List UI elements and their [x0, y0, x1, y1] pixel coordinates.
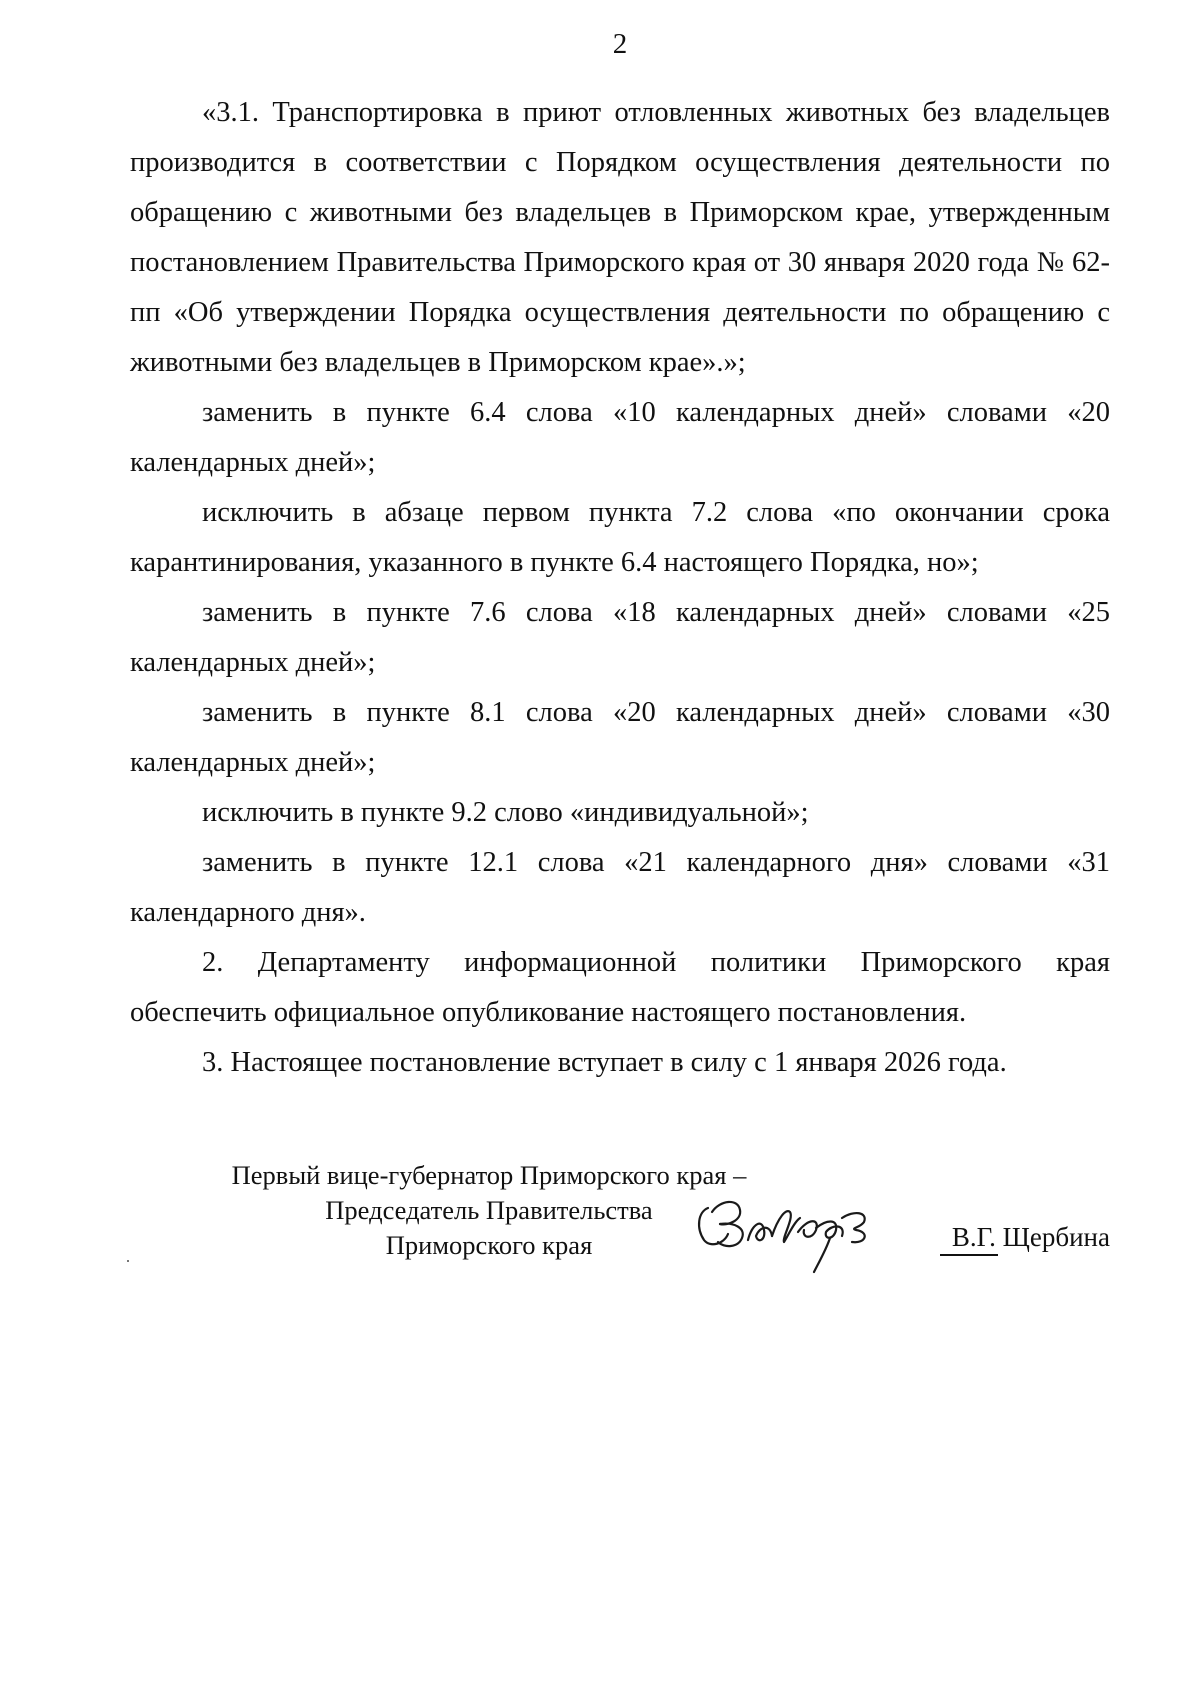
signatory-title-line-1: Первый вице-губернатор Приморского края –: [231, 1160, 747, 1190]
paragraph-amend-7-2: исключить в абзаце первом пункта 7.2 слова «по окончании срока карантинирования, указанного в пункте 6.4 настоящего Порядка, но»;: [130, 497, 1110, 578]
paragraph-item-3: 3. Настоящее постановление вступает в силу с 1 января 2026 года.: [202, 1047, 1007, 1078]
paragraph-item-2: 2. Департаменту информационной политики Приморского края обеспечить официальное опубликование настоящего постановления.: [130, 947, 1110, 1028]
document-body: [130, 88, 1110, 1088]
paragraph-amend-6-4: заменить в пункте 6.4 слова «10 календарных дней» словами «20 календарных дней»;: [130, 397, 1110, 478]
paragraph-amend-12-1: заменить в пункте 12.1 слова «21 календарного дня» словами «31 календарного дня».: [130, 847, 1110, 928]
paragraph-amend-7-6: заменить в пункте 7.6 слова «18 календарных дней» словами «25 календарных дней»;: [130, 597, 1110, 678]
handwritten-signature: [690, 1178, 890, 1278]
page-number: 2: [612, 28, 628, 60]
paragraph-amend-8-1: заменить в пункте 8.1 слова «20 календарных дней» словами «30 календарных дней»;: [130, 697, 1110, 778]
paragraph-amend-9-2: исключить в пункте 9.2 слово «индивидуальной»;: [202, 797, 809, 828]
scan-speck: [127, 1260, 129, 1262]
signatory-title-line-3: Приморского края: [385, 1230, 593, 1260]
paragraph-amendment-3-1: «3.1. Транспортировка в приют отловленных животных без владельцев производится в соответствии с Порядком осуществления деятельности по обращению с животными без владельцев в Приморском крае, утвержденным постановлением Правительства Приморского края от 30 января 2020 года № 62-пп «Об утверждении Порядка осуществления деятельности по обращению с животными без владельцев в Приморском крае».»;: [130, 97, 1110, 378]
signatory-name: В.Г. Щербина: [951, 1222, 1110, 1252]
signature-block: [130, 1158, 1110, 1288]
signatory-title-line-2: Председатель Правительства: [325, 1195, 653, 1225]
signature-underline: [940, 1254, 998, 1256]
